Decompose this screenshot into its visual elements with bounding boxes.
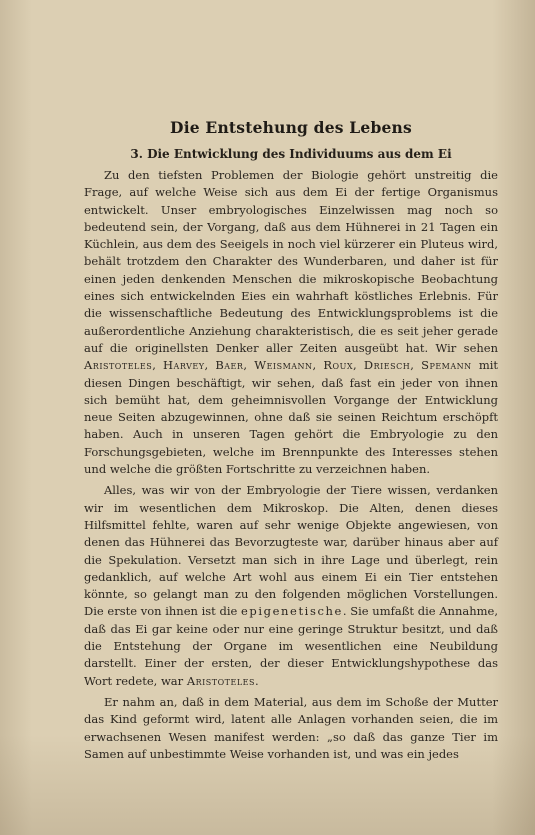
text-run: , [243,358,255,373]
author-name: Aristoteles [186,673,255,688]
author-name: Spemann [421,358,472,373]
section-subtitle: 3. Die Entwicklung des Individuums aus dem Ei [130,147,452,161]
text-run: , [312,358,324,373]
paragraph [84,167,498,478]
author-name: Weismann [254,358,313,373]
paragraph [84,694,498,763]
page-content [84,118,498,767]
text-run: . Sie umfaßt die Annahme, daß das Ei gar keine oder nur eine geringe Struktur besitzt, und daß die Entstehung der Organe im wesentlichen eine Neubildung darstellt. Einer der ersten, der dieser Entwicklungshypothese das Wort redete, war [84,604,498,688]
text-run: , [353,358,364,373]
text-run: Alles, was wir von der Embryologie der Tiere wissen, verdanken wir im wesentlichen dem Mikroskop. Die Alten, denen dieses Hilfsmittel fehlte, waren auf sehr wenige Objekte angewiesen, von denen das Hühnerei das Bevorzugteste war, darüber hinaus aber auf die Spekulation. Versetzt man sich in ihre Lage und überlegt, rein gedanklich, auf welche Art wohl aus einem Ei ein Tier entstehen könnte, so gelangt man zu den folgenden möglichen Vorstellungen. Die erste von ihnen ist die [84,483,498,619]
text-run: . [255,673,259,688]
text-run: , [410,358,422,373]
author-name: Roux [323,358,354,373]
text-run: , [152,358,164,373]
page-title: Die Entstehung des Lebens [170,118,412,137]
paragraph [84,482,498,690]
emphasized-term: epigenetische [241,604,343,619]
author-name: Driesch [363,358,411,373]
body-text [84,167,498,763]
text-run: , [204,358,216,373]
author-name: Aristoteles [84,358,153,373]
author-name: Baer [215,358,244,373]
author-name: Harvey [163,358,205,373]
text-run: Er nahm an, daß in dem Material, aus dem im Schoße der Mutter das Kind geformt wird, latent alle Anlagen vorhanden seien, die im erwachsenen Wesen manifest werden: „so daß das ganze Tier im Samen auf unbestimmte Weise vorhanden ist, und was ein jedes [84,694,498,761]
text-run: Zu den tiefsten Problemen der Biologie gehört unstreitig die Frage, auf welche Weise sich aus dem Ei der fertige Organismus entwickelt. Unser embryologisches Einzelwissen mag noch so bedeutend sein, der Vorgang, daß aus dem Hühnerei in 21 Tagen ein Küchlein, aus dem des Seeigels in noch viel kürzerer ein Pluteus wird, behält trotzdem den Charakter des Wunderbaren, und daher ist für einen jeden denkenden Menschen die mikroskopische Beobachtung eines sich entwickelnden Eies ein wahrhaft köstliches Erlebnis. Für die wissenschaftliche Bedeutung des Entwicklungsproblems ist die außerordentliche Anziehung charakteristisch, die es seit jeher gerade auf die originellsten Denker aller Zeiten ausgeübt hat. Wir sehen [84,168,498,355]
text-run: mit diesen Dingen beschäftigt, wir sehen, daß fast ein jeder von ihnen sich bemüht hat, dem geheimnisvollen Vorgange der Entwicklung neue Seiten abzugewinnen, ohne daß sie seinen Reichtum erschöpft haben. Auch in unseren Tagen gehört die Embryologie zu den Forschungsgebieten, welche im Brennpunkte des Interesses stehen und welche die größten Fortschritte zu verzeichnen haben. [84,358,499,477]
